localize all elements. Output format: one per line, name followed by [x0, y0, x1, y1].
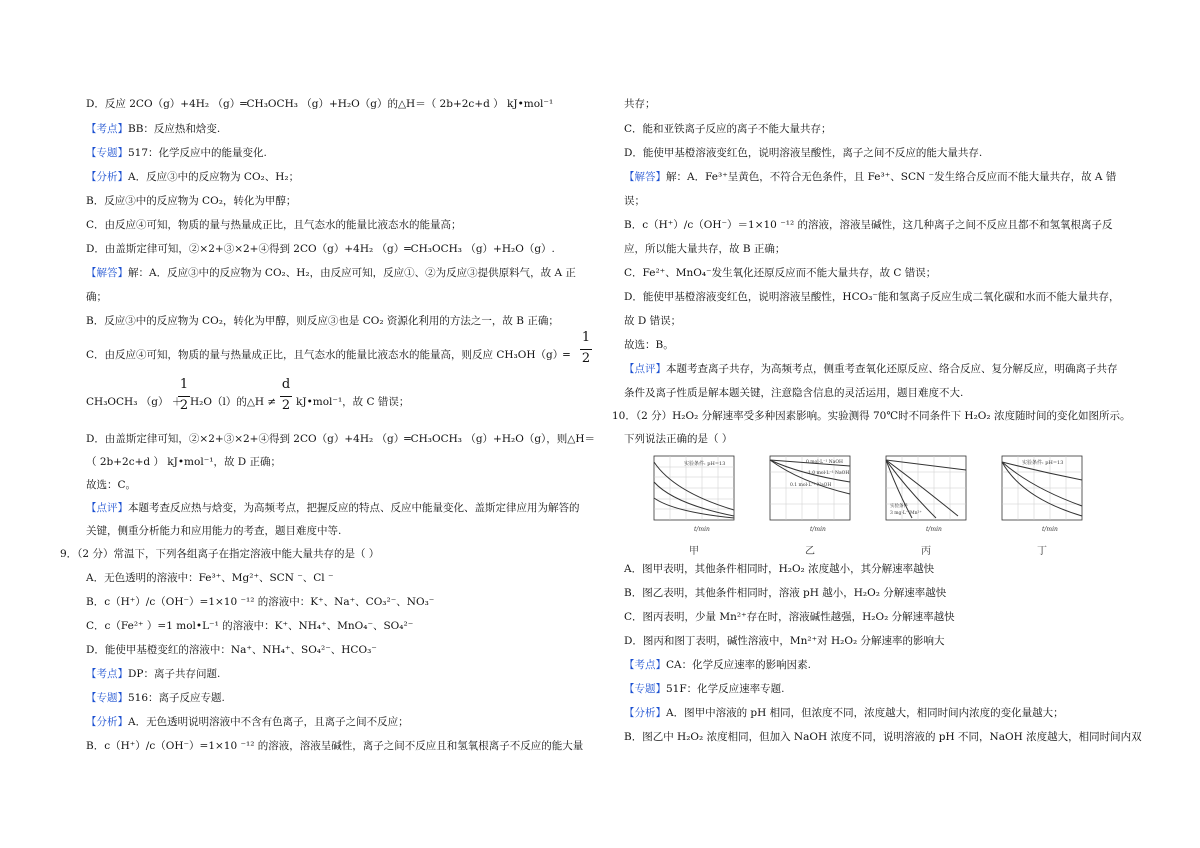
jieda-c-cont-b: H₂O（l）的△H ≠: [190, 396, 277, 408]
q10-stem-cont: 下列说法正确的是（ ）: [624, 433, 733, 445]
figure-yi-c2: 1.0 mol·L⁻¹ NaOH: [808, 471, 850, 476]
q10-figures: [634, 452, 1094, 562]
jieda-9-b-cont: 应，所以能大量共存，故 B 正确；: [624, 243, 786, 255]
q9-option-c: C．c（Fe²⁺ ）=1 mol•L⁻¹ 的溶液中：K⁺、NH₄⁺、MnO₄⁻、SO₄²⁻: [86, 620, 414, 632]
tag-fenxi: 【分析】: [86, 171, 128, 183]
jieda-9-cont: 误；: [624, 195, 645, 207]
figure-ding-xlabel: t/min: [1042, 526, 1058, 533]
jieda-d: D．由盖斯定律可知，②×2+③×2+④得到 2CO（g）+4H₂ （g）═CH₃OCH₃ （g）+H₂O（g），则△H＝: [86, 433, 596, 445]
jieda-9-text: 解：A．Fe³⁺呈黄色，不符合无色条件，且 Fe³⁺、SCN ⁻发生络合反应而不能大量共存，故 A 错: [666, 171, 1117, 183]
jieda-c: C．由反应④可知，物质的量与热量成正比，且气态水的能量比液态水的能量高，则反应 CH₃OH（g）═: [86, 349, 570, 361]
figure-jia-plot: [634, 452, 738, 546]
figure-bing-cond: 实验条件: [890, 504, 908, 509]
jieda-text: 解：A．反应③中的反应物为 CO₂、H₂，由反应可知，反应①、②为反应③提供原料气，故 A 正: [128, 267, 576, 279]
q10-option-d: D．图丙和图丁表明，碱性溶液中，Mn²⁺对 H₂O₂ 分解速率的影响大: [624, 635, 945, 647]
jieda-b: B．反应③中的反应物为 CO₂，转化为甲醇，则反应③也是 CO₂ 资源化利用的方法之一，故 B 正确；: [86, 315, 559, 327]
zhuanti-text: 517：化学反应中的能量变化.: [128, 147, 267, 159]
q10-option-b: B．图乙表明，其他条件相同时，溶液 pH 越小，H₂O₂ 分解速率越快: [624, 587, 947, 599]
fenxi-b: B．反应③中的反应物为 CO₂，转化为甲醇；: [86, 195, 297, 207]
fenxi-10-b: B．图乙中 H₂O₂ 浓度相同，但加入 NaOH 浓度不同，说明溶液的 pH 不同，NaOH 浓度越大，相同时间内双: [624, 731, 1142, 743]
figure-ding: [982, 452, 1086, 557]
tag-zhuanti-10: 【专题】: [624, 683, 666, 695]
jieda-9-b: B．c（H⁺）/c（OH⁻）＝1×10 ⁻¹² 的溶液，溶液呈碱性，这几种离子之间不反应且都不和氢氧根离子反: [624, 219, 1113, 231]
tag-kaodian-10: 【考点】: [624, 659, 666, 671]
kaodian-10-text: CA：化学反应速率的影响因素.: [666, 659, 811, 671]
jieda-c-cont-c: kJ•mol⁻¹，故 C 错误；: [296, 396, 410, 408]
fenxi-10-text: A．图甲中溶液的 pH 相同，但浓度不同，浓度越大，相同时间内浓度的变化量越大；: [666, 707, 1064, 719]
jieda-c-cont-a: CH₃OCH₃ （g） ＋: [86, 396, 183, 408]
fenxi-9-text: A．无色透明说明溶液中不含有色离子，且离子之间不反应；: [128, 716, 409, 728]
dianping-9-cont: 条件及离子性质是解本题关键，注意隐含信息的灵活运用，题目难度不大.: [624, 387, 964, 399]
figure-jia-label: 甲: [689, 546, 699, 557]
kaodian-9-text: DP：离子共存问题.: [128, 668, 221, 680]
frac3-den: 2: [281, 398, 291, 413]
dianping-9-text: 本题考查离子共存，为高频考点，侧重考查氧化还原反应、络合反应、复分解反应，明确离子共存: [666, 363, 1118, 375]
figure-bing-xlabel: t/min: [926, 526, 942, 533]
jieda-9-d: D．能使甲基橙溶液变红色，说明溶液呈酸性，HCO₃⁻能和氢离子反应生成二氧化碳和水而不能大量共存，: [624, 291, 1120, 303]
figure-yi-xlabel: t/min: [810, 526, 826, 533]
frac1-den: 2: [581, 351, 591, 366]
figure-yi: [750, 452, 854, 557]
frac3-bar: [280, 396, 292, 397]
figure-ding-cond: 实验条件: pH=13: [1022, 460, 1064, 466]
tag-dianping-9: 【点评】: [624, 363, 666, 375]
tag-jieda-9: 【解答】: [624, 171, 666, 183]
kaodian-text: BB：反应热和焓变.: [128, 123, 221, 135]
q10-stem: 10．（2 分）H₂O₂ 分解速率受多种因素影响。实验测得 70℃时不同条件下 H₂O₂ 浓度随时间的变化如图所示。: [612, 410, 1131, 422]
figure-ding-label: 丁: [1037, 546, 1047, 557]
zhuanti-10-text: 51F：化学反应速率专题.: [666, 683, 785, 695]
figure-bing-c2: 3 mg·L⁻¹Mn²⁺: [890, 511, 922, 516]
fenxi-9-b: B．c（H⁺）/c（OH⁻）=1×10 ⁻¹² 的溶液，溶液呈碱性，离子之间不反应且和氢氧根离子不反应的能大量: [86, 740, 584, 752]
figure-yi-cond: 0 mol·L⁻¹ NaOH: [806, 460, 843, 465]
frac2-den: 2: [179, 398, 189, 413]
frac2-bar: [178, 396, 190, 397]
tag-kaodian: 【考点】: [86, 123, 128, 135]
tag-fenxi-9: 【分析】: [86, 716, 128, 728]
jieda-9-c: C．Fe²⁺、MnO₄⁻发生氧化还原反应而不能大量共存，故 C 错误；: [624, 267, 937, 279]
tag-dianping: 【点评】: [86, 502, 128, 514]
tag-jieda: 【解答】: [86, 267, 128, 279]
q9-option-b: B．c（H⁺）/c（OH⁻）=1×10 ⁻¹² 的溶液中：K⁺、Na⁺、CO₃²⁻、NO₃⁻: [86, 596, 435, 608]
figure-yi-plot: [750, 452, 854, 546]
answer-b: 故选：B。: [624, 339, 674, 351]
jieda-9-d-cont: 故 D 错误；: [624, 315, 682, 327]
q8-option-d: D．反应 2CO（g）+4H₂ （g）═CH₃OCH₃ （g）+H₂O（g）的△H＝（ 2b+2c+d ） kJ•mol⁻¹: [86, 98, 554, 110]
figure-jia: [634, 452, 738, 557]
figure-jia-xlabel: t/min: [694, 526, 710, 533]
q9-stem: 9．（2 分）常温下，下列各组离子在指定溶液中能大量共存的是（ ）: [60, 548, 380, 560]
fenxi-9-c: C．能和亚铁离子反应的离子不能大量共存；: [624, 123, 832, 135]
fenxi-d: D．由盖斯定律可知，②×2+③×2+④得到 2CO（g）+4H₂ （g）═CH₃OCH₃ （g）+H₂O（g）.: [86, 243, 555, 255]
answer-c: 故选：C。: [86, 479, 137, 491]
tag-kaodian-9: 【考点】: [86, 668, 128, 680]
q9-option-a: A．无色透明的溶液中：Fe³⁺、Mg²⁺、SCN ⁻、Cl ⁻: [86, 572, 334, 584]
jieda-d-cont: （ 2b+2c+d ） kJ•mol⁻¹，故 D 正确；: [86, 456, 282, 468]
q10-option-c: C．图丙表明，少量 Mn²⁺存在时，溶液碱性越强，H₂O₂ 分解速率越快: [624, 611, 955, 623]
tag-fenxi-10: 【分析】: [624, 707, 666, 719]
figure-yi-label: 乙: [805, 546, 815, 557]
q10-option-a: A．图甲表明，其他条件相同时，H₂O₂ 浓度越小，其分解速率越快: [624, 563, 935, 575]
fenxi-9-b-cont: 共存；: [624, 98, 656, 110]
frac1-bar: [580, 349, 592, 350]
figure-bing-label: 丙: [921, 546, 931, 557]
tag-zhuanti-9: 【专题】: [86, 692, 128, 704]
tag-zhuanti: 【专题】: [86, 147, 128, 159]
fenxi-9-d: D．能使甲基橙溶液变红色，说明溶液呈酸性，离子之间不反应的能大量共存.: [624, 147, 983, 159]
fenxi-c: C．由反应④可知，物质的量与热量成正比，且气态水的能量比液态水的能量高；: [86, 219, 462, 231]
dianping-cont: 关键，侧重分析能力和应用能力的考查，题目难度中等.: [86, 525, 342, 537]
jieda-cont: 确；: [86, 291, 107, 303]
fenxi-text: A．反应③中的反应物为 CO₂、H₂；: [128, 171, 300, 183]
q9-option-d: D．能使甲基橙变红的溶液中：Na⁺、NH₄⁺、SO₄²⁻、HCO₃⁻: [86, 644, 377, 656]
frac2-num: 1: [179, 377, 189, 392]
frac1-num: 1: [581, 330, 591, 345]
figure-bing: [866, 452, 970, 557]
figure-ding-plot: [982, 452, 1086, 546]
frac3-num: d: [281, 377, 291, 392]
figure-yi-c3: 0.1 mol·L⁻¹ NaOH: [790, 483, 832, 488]
figure-bing-plot: [866, 452, 970, 546]
zhuanti-9-text: 516：离子反应专题.: [128, 692, 225, 704]
dianping-text: 本题考查反应热与焓变，为高频考点，把握反应的特点、反应中能量变化、盖斯定律应用为解答的: [128, 502, 580, 514]
figure-jia-cond: 实验条件: pH=13: [684, 461, 726, 467]
